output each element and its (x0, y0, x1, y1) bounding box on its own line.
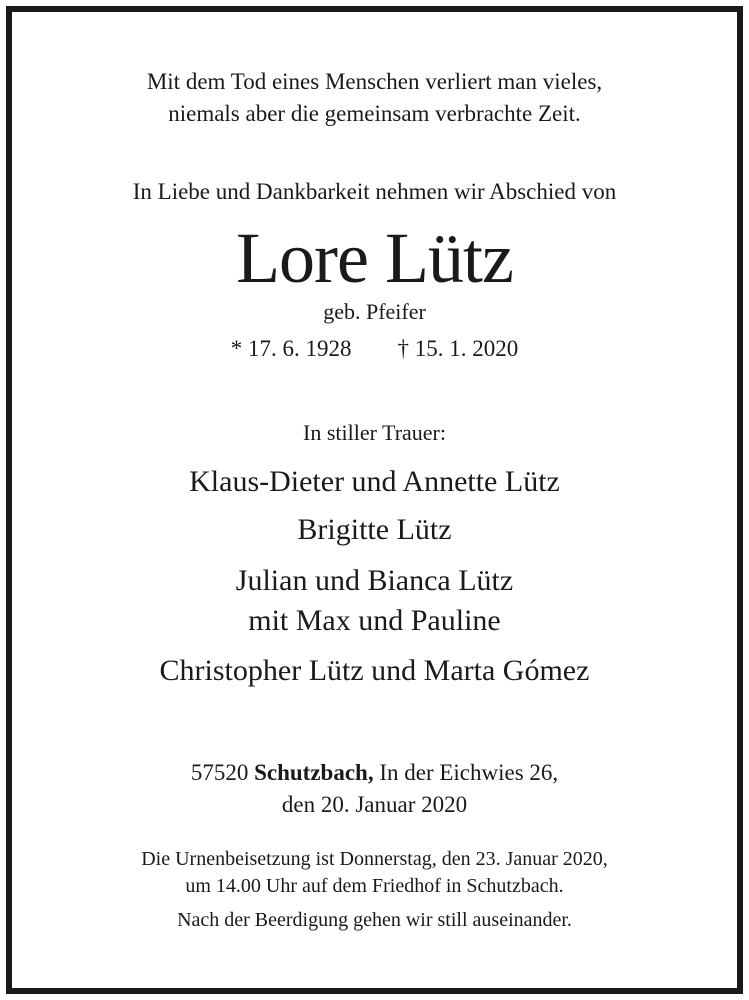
burial-line-2: um 14.00 Uhr auf dem Friedhof in Schutzbach. (185, 875, 564, 897)
address-date: den 20. Januar 2020 (281, 792, 468, 817)
deceased-name: Lore Lütz (236, 218, 513, 298)
mourner-family-3 (12, 561, 737, 641)
death-date: † 15. 1. 2020 (397, 336, 519, 361)
mourner-family-3-line-2: mit Max und Pauline (248, 604, 501, 637)
burial-info (12, 846, 737, 900)
motto-line-1: Mit dem Tod eines Menschen verliert man vieles, (146, 69, 603, 94)
life-dates (12, 332, 737, 366)
postcode: 57520 (190, 760, 249, 785)
address-block (12, 757, 737, 821)
birth-date: * 17. 6. 1928 (230, 336, 352, 361)
mourner-family-1: Klaus-Dieter und Annette Lütz (189, 465, 560, 498)
mourner-family-3-line-1: Julian und Bianca Lütz (235, 564, 514, 597)
maiden-name: geb. Pfeifer (323, 299, 426, 324)
mourning-intro: In stiller Trauer: (303, 420, 446, 445)
burial-line-1: Die Urnenbeisetzung ist Donnerstag, den 23. Januar 2020, (141, 848, 608, 870)
mourner-family-2: Brigitte Lütz (297, 513, 452, 546)
motto-line-2: niemals aber die gemeinsam verbrachte Zeit. (168, 101, 581, 126)
motto-quote (12, 66, 737, 130)
closing-note: Nach der Beerdigung gehen wir still auseinander. (177, 909, 572, 931)
town: Schutzbach, (254, 760, 374, 785)
address-line (12, 757, 737, 789)
mourner-family-4: Christopher Lütz und Marta Gómez (159, 654, 590, 687)
farewell-intro: In Liebe und Dankbarkeit nehmen wir Abschied von (132, 179, 617, 204)
street: In der Eichwies 26, (379, 760, 559, 785)
